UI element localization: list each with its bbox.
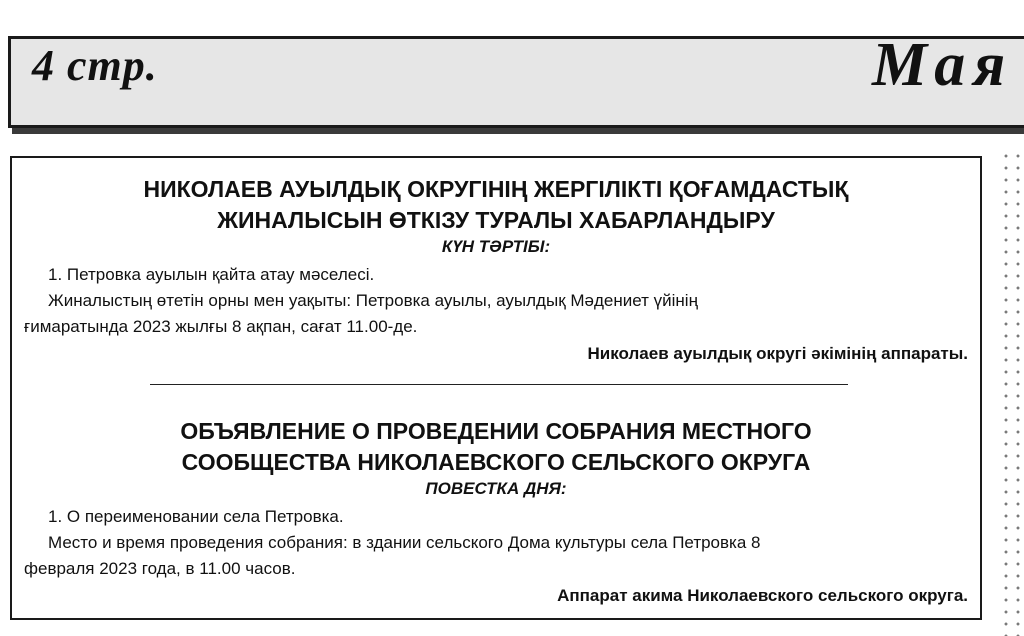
ru-signature: Аппарат акима Николаевского сельского округа. [557, 586, 968, 605]
kz-place-time-line-1: Жиналыстың өтетін орны мен уақыты: Петровка ауылы, ауылдық Мәдениет үйінің [48, 291, 698, 310]
ru-agenda-item: 1. О переименовании села Петровка. [48, 507, 344, 526]
announcement-box [10, 156, 982, 620]
ru-title-line-2: СООБЩЕСТВА НИКОЛАЕВСКОГО СЕЛЬСКОГО ОКРУГА [181, 449, 811, 475]
page-number: 4 стр. [32, 41, 158, 90]
kz-announcement [12, 174, 980, 368]
kz-agenda-item: 1. Петровка ауылын қайта атау мәселесі. [48, 265, 375, 284]
ru-place-time-line-2: февраля 2023 года, в 11.00 часов. [24, 559, 296, 578]
adjacent-column-edge [1000, 150, 1024, 636]
kz-title-line-1: НИКОЛАЕВ АУЫЛДЫҚ ОКРУГІНІҢ ЖЕРГІЛІКТІ ҚОҒАМДАСТЫҚ [143, 176, 849, 202]
kz-agenda-label: КҮН ТӘРТІБІ: [441, 237, 551, 256]
kz-title-line-2: ЖИНАЛЫСЫН ӨТКІЗУ ТУРАЛЫ ХАБАРЛАНДЫРУ [217, 207, 775, 233]
kz-place-time-line-2: ғимаратында 2023 жылғы 8 ақпан, сағат 11.00-де. [24, 317, 418, 336]
kz-signature: Николаев ауылдық округі әкімінің аппараты. [587, 344, 968, 363]
ru-announcement [12, 416, 980, 610]
section-divider [150, 384, 848, 385]
ru-agenda-label: ПОВЕСТКА ДНЯ: [425, 479, 567, 498]
newspaper-masthead: Мая [872, 31, 1014, 99]
ru-place-time-line-1: Место и время проведения собрания: в здании сельского Дома культуры села Петровка 8 [48, 533, 761, 552]
ru-title-line-1: ОБЪЯВЛЕНИЕ О ПРОВЕДЕНИИ СОБРАНИЯ МЕСТНОГО [180, 418, 812, 444]
